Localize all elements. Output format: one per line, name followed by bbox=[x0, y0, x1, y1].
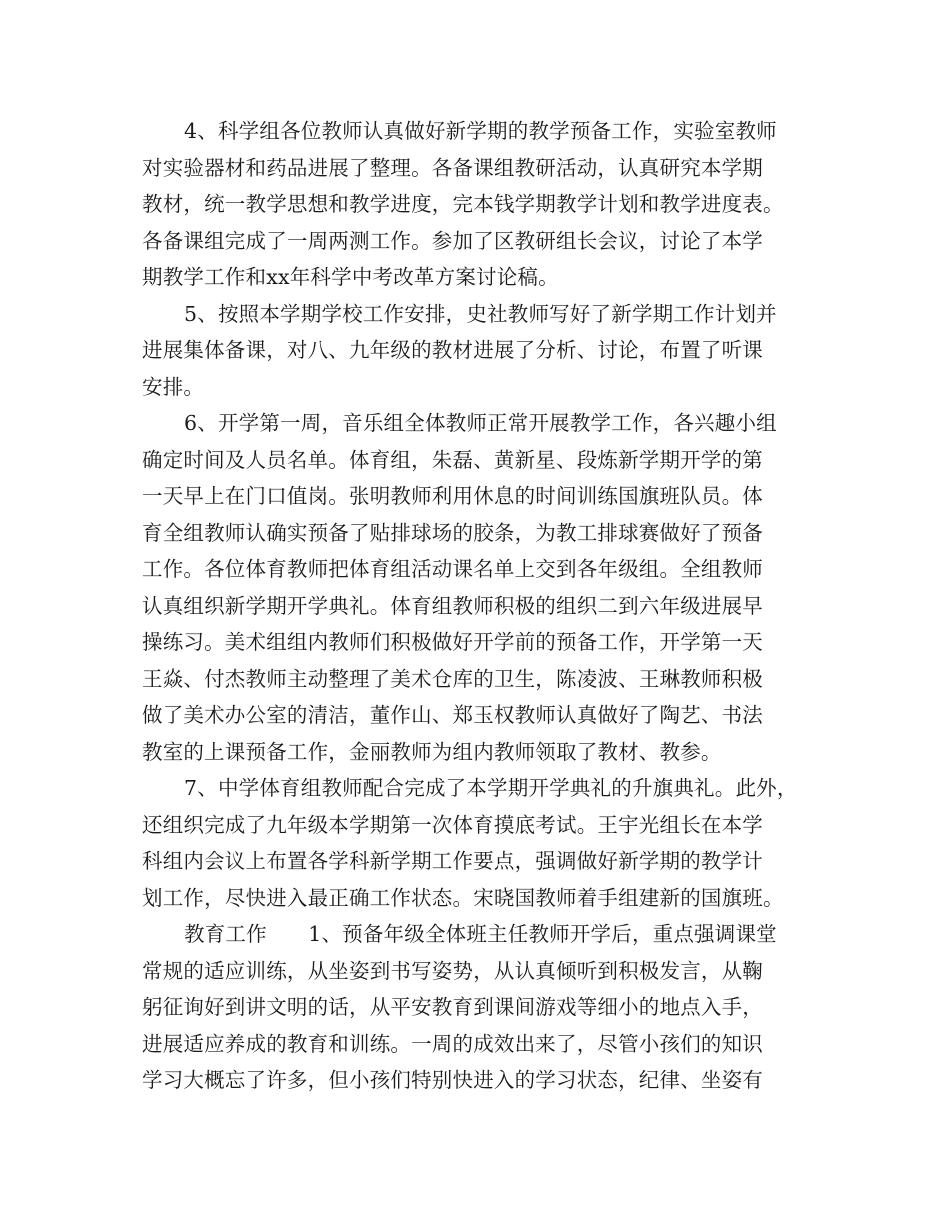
paragraph-first-line: 4、科学组各位教师认真做好新学期的教学预备工作，实验室教师 bbox=[184, 119, 777, 143]
paragraph-line: 学习大概忘了许多，但小孩们特别快进入的学习状态，纪律、坐姿有 bbox=[142, 1068, 763, 1092]
paragraph-line: 工作。各位体育教师把体育组活动课名单上交到各年级组。全组教师 bbox=[142, 557, 763, 581]
paragraph-line: 常规的适应训练，从坐姿到书写姿势，从认真倾听到积极发言，从鞠 bbox=[142, 958, 763, 983]
paragraph-line: 安排。 bbox=[142, 374, 205, 399]
paragraph-first-line: 教育工作 1、预备年级全体班主任教师开学后，重点强调课堂 bbox=[184, 922, 777, 946]
paragraph-line: 划工作，尽快进入最正确工作状态。宋晓国教师着手组建新的国旗班。 bbox=[142, 885, 784, 910]
paragraph-line: 王焱、付杰教师主动整理了美术仓库的卫生，陈凌波、王琳教师积极 bbox=[142, 666, 763, 691]
document-body bbox=[142, 113, 822, 1099]
paragraph-line: 各备课组完成了一周两测工作。参加了区教研组长会议，讨论了本学 bbox=[142, 228, 763, 253]
paragraph-line: 做了美术办公室的清洁，董作山、郑玉权教师认真做好了陶艺、书法 bbox=[142, 703, 763, 727]
paragraph-line: 科组内会议上布置各学科新学期工作要点，强调做好新学期的教学计 bbox=[142, 849, 763, 873]
paragraph-line: 一天早上在门口值岗。张明教师利用休息的时间训练国旗班队员。体 bbox=[142, 484, 763, 508]
paragraph-first-line: 5、按照本学期学校工作安排，史社教师写好了新学期工作计划并 bbox=[184, 301, 777, 326]
paragraph-line: 确定时间及人员名单。体育组，朱磊、黄新星、段炼新学期开学的第 bbox=[142, 447, 763, 472]
paragraph-first-line: 7、中学体育组教师配合完成了本学期开学典礼的升旗典礼。此外， bbox=[184, 776, 798, 800]
paragraph-line: 对实验器材和药品进展了整理。各备课组教研活动，认真研究本学期 bbox=[142, 155, 763, 180]
paragraph-first-line: 6、开学第一周，音乐组全体教师正常开展教学工作，各兴趣小组 bbox=[184, 411, 777, 435]
paragraph-line: 进展集体备课，对八、九年级的教材进展了分析、讨论，布置了听课 bbox=[142, 338, 763, 362]
paragraph-line: 期教学工作和xx年科学中考改革方案讨论稿。 bbox=[142, 265, 559, 289]
paragraph-line: 还组织完成了九年级本学期第一次体育摸底考试。王宇光组长在本学 bbox=[142, 812, 763, 837]
paragraph-line: 育全组教师认确实预备了贴排球场的胶条，为教工排球赛做好了预备 bbox=[142, 520, 763, 545]
paragraph-line: 进展适应养成的教育和训练。一周的成效出来了，尽管小孩们的知识 bbox=[142, 1031, 763, 1056]
paragraph-line: 教室的上课预备工作，金丽教师为组内教师领取了教材、教参。 bbox=[142, 739, 722, 764]
paragraph-line: 教材，统一教学思想和教学进度，完本钱学期教学计划和教学进度表。 bbox=[142, 192, 784, 216]
paragraph-line: 躬征询好到讲文明的话，从平安教育到课间游戏等细小的地点入手， bbox=[142, 995, 763, 1019]
paragraph-line: 操练习。美术组组内教师们积极做好开学前的预备工作，开学第一天 bbox=[142, 630, 763, 654]
paragraph-line: 认真组织新学期开学典礼。体育组教师积极的组织二到六年级进展早 bbox=[142, 593, 763, 618]
